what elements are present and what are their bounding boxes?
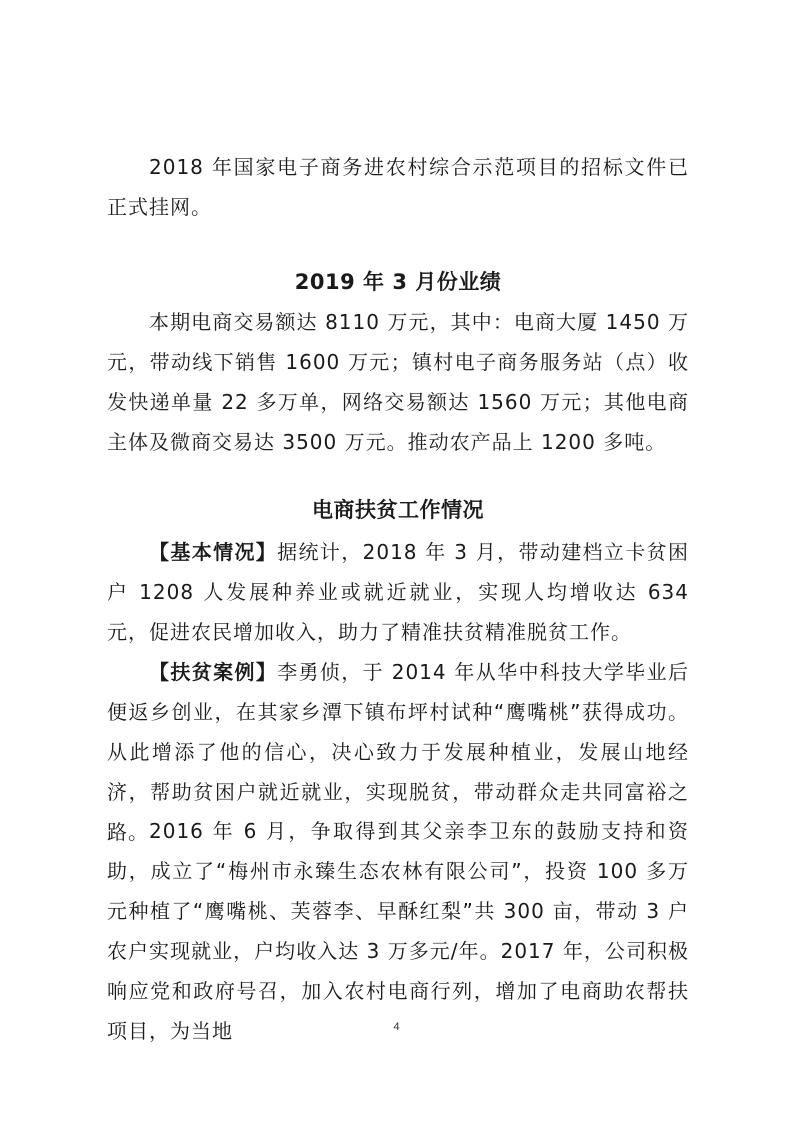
- page-number: 4: [393, 1021, 400, 1033]
- paragraph-transaction-volume: 本期电商交易额达 8110 万元，其中：电商大厦 1450 万元，带动线下销售 1600 万元；镇村电子商务服务站（点）收发快递单量 22 多万单，网络交易额达 1560 万元；其他电商主体及微商交易达 3500 万元。推动农产品上 1200 多吨。: [107, 310, 689, 454]
- section-heading-poverty-alleviation: 电商扶贫工作情况: [312, 498, 484, 522]
- paragraph-basic-situation: [107, 532, 689, 652]
- poverty-case-text: 李勇侦，于 2014 年从华中科技大学毕业后便返乡创业，在其家乡潭下镇布坪村试种“鹰嘴桃”获得成功。从此增添了他的信心，决心致力于发展种植业，发展山地经济，帮助贫困户就近就业，实现脱贫，带动群众走共同富裕之路。: [107, 660, 689, 844]
- paragraph-company-founding: 2016 年 6 月，争取得到其父亲李卫东的鼓励支持和资助，成立了“梅州市永臻生态农林有限公司”，投资 100 多万元种植了“鹰嘴桃、芙蓉李、早酥红梨”共 300 亩，带动 3 户农户实现就业，户均收入达 3 万多元/年。2017 年，公司积极响应党和政府号召，加入农村电商行列，增加了电商助农帮扶项目，为当地: [107, 819, 689, 1043]
- basic-situation-text: 据统计，2018 年 3 月，带动建档立卡贫困户 1208 人发展种养业或就近就业，实现人均增收达 634 元，促进农民增加收入，助力了精准扶贫精准脱贫工作。: [107, 540, 689, 644]
- basic-situation-tag: 【基本情况】: [149, 540, 278, 564]
- section-heading-march-performance: 2019 年 3 月份业绩: [294, 270, 502, 294]
- paragraph-tender-notice: 2018 年国家电子商务进农村综合示范项目的招标文件已正式挂网。: [107, 155, 689, 219]
- poverty-case-tag: 【扶贫案例】: [149, 660, 278, 684]
